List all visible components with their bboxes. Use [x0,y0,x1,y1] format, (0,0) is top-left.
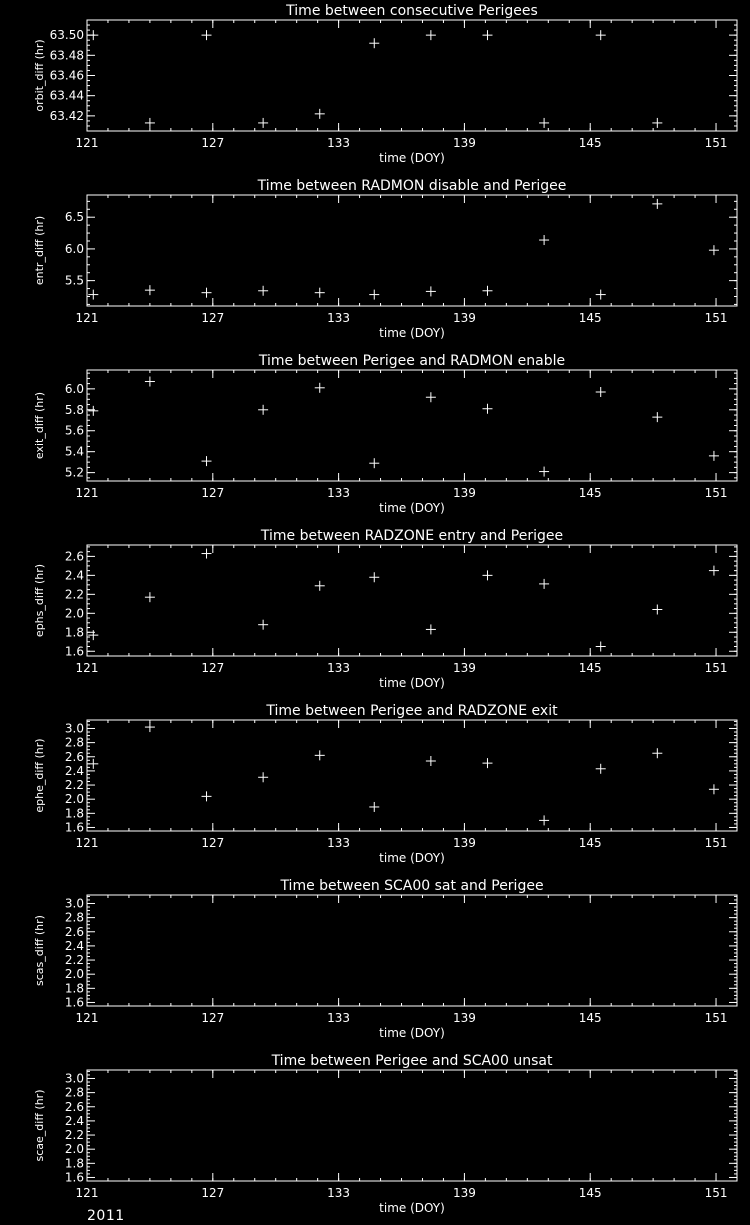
x-tick-label: 127 [201,136,225,150]
x-tick-label: 127 [201,311,225,325]
data-point [426,392,436,402]
y-tick-label: 1.8 [64,806,84,821]
y-tick-label: 2.4 [64,1113,84,1128]
x-tick-label: 145 [578,836,602,850]
chart-panel-2 [0,175,750,350]
x-tick-label: 139 [452,1011,476,1025]
y-tick-label: 63.48 [49,48,84,63]
chart-title: Time between SCA00 sat and Perigee [280,878,544,894]
plot-frame [87,1070,737,1181]
data-point [315,288,325,298]
year-label: 2011 [87,1208,125,1224]
y-tick-label: 2.6 [64,749,84,764]
y-axis-label: scae_diff (hr) [33,1089,46,1162]
x-axis-label: time (DOY) [379,1026,445,1040]
chart-panel-6 [0,875,750,1050]
x-tick-label: 127 [201,486,225,500]
x-tick-label: 133 [327,836,351,850]
x-tick-label: 151 [704,311,728,325]
data-point [369,572,379,582]
x-axis-label: time (DOY) [379,326,445,340]
chart-title: Time between Perigee and RADMON enable [258,353,566,369]
data-point [258,620,268,630]
chart-panel-7 [0,1050,750,1225]
chart-panel-1 [0,0,750,175]
x-tick-label: 121 [75,311,99,325]
data-point [369,802,379,812]
x-tick-label: 145 [578,311,602,325]
plot-frame [87,195,737,306]
plot-frame [87,895,737,1006]
data-point [539,118,549,128]
data-point [315,383,325,393]
data-point [202,288,212,298]
chart-panel-3 [0,350,750,525]
y-tick-label: 2.2 [64,587,84,602]
x-tick-label: 133 [327,311,351,325]
data-point [88,630,98,640]
x-tick-label: 139 [452,311,476,325]
y-tick-label: 63.42 [49,108,84,123]
x-tick-label: 121 [75,836,99,850]
y-tick-label: 2.8 [64,1085,84,1100]
chart-title: Time between Perigee and RADZONE exit [266,703,558,719]
data-point [482,758,492,768]
data-point [482,286,492,296]
y-tick-label: 3.0 [64,721,84,736]
chart-title: Time between Perigee and SCA00 unsat [271,1053,553,1069]
data-point [652,605,662,615]
data-point [482,404,492,414]
y-tick-label: 2.0 [64,967,84,982]
data-point [709,566,719,576]
x-tick-label: 133 [327,661,351,675]
data-point [539,235,549,245]
y-tick-label: 5.4 [64,444,84,459]
y-axis-label: ephs_diff (hr) [33,563,46,638]
x-tick-label: 151 [704,1011,728,1025]
y-tick-label: 2.0 [64,1142,84,1157]
data-point [145,118,155,128]
data-point [652,412,662,422]
x-tick-label: 127 [201,1186,225,1200]
data-point [88,290,98,300]
data-point [709,784,719,794]
x-axis-label: time (DOY) [379,1201,445,1215]
y-tick-label: 63.44 [49,88,84,103]
chart-svg [0,875,750,1050]
data-point [539,579,549,589]
y-tick-label: 6.0 [64,381,84,396]
y-tick-label: 1.8 [64,625,84,640]
chart-title: Time between RADZONE entry and Perigee [260,528,564,544]
x-tick-label: 139 [452,1186,476,1200]
data-point [369,38,379,48]
y-tick-label: 1.8 [64,981,84,996]
data-point [315,750,325,760]
y-tick-label: 3.0 [64,896,84,911]
chart-title: Time between consecutive Perigees [286,3,538,19]
x-tick-label: 151 [704,486,728,500]
y-tick-label: 2.6 [64,1099,84,1114]
plot-frame [87,20,737,131]
data-point [652,199,662,209]
chart-panel-4 [0,525,750,700]
data-point [258,118,268,128]
data-point [596,642,606,652]
y-tick-label: 5.2 [64,465,84,480]
data-point [88,30,98,40]
x-tick-label: 133 [327,136,351,150]
x-tick-label: 151 [704,836,728,850]
y-tick-label: 2.6 [64,924,84,939]
x-tick-label: 121 [75,1011,99,1025]
x-tick-label: 151 [704,661,728,675]
x-tick-label: 133 [327,1186,351,1200]
x-tick-label: 145 [578,136,602,150]
data-point [315,109,325,119]
data-point [202,456,212,466]
y-tick-label: 1.8 [64,1156,84,1171]
data-point [482,570,492,580]
chart-svg [0,0,750,175]
data-point [202,30,212,40]
y-tick-label: 63.50 [49,28,84,43]
data-point [369,290,379,300]
data-point [596,290,606,300]
y-tick-label: 6.0 [64,241,84,256]
chart-svg [0,350,750,525]
y-tick-label: 1.6 [64,1170,84,1185]
y-tick-label: 2.8 [64,735,84,750]
data-point [202,791,212,801]
y-tick-label: 2.8 [64,910,84,925]
data-point [202,549,212,559]
data-point [258,286,268,296]
y-tick-label: 2.2 [64,953,84,968]
chart-svg [0,1050,750,1225]
y-tick-label: 2.4 [64,938,84,953]
data-point [315,581,325,591]
data-point [652,748,662,758]
x-tick-label: 139 [452,486,476,500]
y-tick-label: 5.5 [64,273,84,288]
chart-svg [0,700,750,875]
x-tick-label: 133 [327,486,351,500]
x-tick-label: 121 [75,661,99,675]
x-axis-label: time (DOY) [379,501,445,515]
x-tick-label: 121 [75,486,99,500]
data-point [426,756,436,766]
y-tick-label: 63.46 [49,68,84,83]
plot-frame [87,720,737,831]
x-tick-label: 127 [201,836,225,850]
y-axis-label: ephe_diff (hr) [33,738,46,813]
x-tick-label: 127 [201,661,225,675]
data-point [482,30,492,40]
data-point [426,286,436,296]
y-tick-label: 1.6 [64,820,84,835]
y-tick-label: 5.6 [64,423,84,438]
data-point [539,815,549,825]
y-axis-label: orbit_diff (hr) [33,39,46,112]
x-tick-label: 145 [578,1186,602,1200]
data-point [596,764,606,774]
data-point [709,451,719,461]
x-tick-label: 145 [578,486,602,500]
x-tick-label: 139 [452,661,476,675]
y-tick-label: 2.4 [64,568,84,583]
x-axis-label: time (DOY) [379,851,445,865]
x-tick-label: 145 [578,1011,602,1025]
x-tick-label: 145 [578,661,602,675]
data-point [539,467,549,477]
data-point [145,722,155,732]
y-tick-label: 2.2 [64,778,84,793]
y-tick-label: 1.6 [64,644,84,659]
chart-panel-5 [0,700,750,875]
x-axis-label: time (DOY) [379,676,445,690]
x-tick-label: 151 [704,1186,728,1200]
y-tick-label: 1.6 [64,995,84,1010]
data-point [426,624,436,634]
data-point [426,30,436,40]
y-axis-label: scas_diff (hr) [33,915,46,986]
chart-svg [0,525,750,700]
x-tick-label: 121 [75,136,99,150]
data-point [652,118,662,128]
x-tick-label: 127 [201,1011,225,1025]
y-tick-label: 2.0 [64,792,84,807]
y-tick-label: 6.5 [64,210,84,225]
y-tick-label: 2.4 [64,763,84,778]
x-tick-label: 133 [327,1011,351,1025]
chart-title: Time between RADMON disable and Perigee [257,178,567,194]
data-point [709,245,719,255]
data-point [258,772,268,782]
chart-svg [0,175,750,350]
y-tick-label: 5.8 [64,402,84,417]
data-point [88,406,98,416]
data-point [258,405,268,415]
x-tick-label: 151 [704,136,728,150]
x-axis-label: time (DOY) [379,151,445,165]
x-tick-label: 139 [452,836,476,850]
y-tick-label: 2.6 [64,549,84,564]
y-axis-label: entr_diff (hr) [33,215,46,286]
data-point [596,387,606,397]
plot-frame [87,545,737,656]
x-tick-label: 121 [75,1186,99,1200]
plot-frame [87,370,737,481]
x-tick-label: 139 [452,136,476,150]
data-point [596,30,606,40]
y-tick-label: 2.2 [64,1128,84,1143]
data-point [145,285,155,295]
data-point [145,592,155,602]
y-axis-label: exit_diff (hr) [33,391,46,460]
y-tick-label: 2.0 [64,606,84,621]
y-tick-label: 3.0 [64,1071,84,1086]
data-point [145,377,155,387]
data-point [369,458,379,468]
